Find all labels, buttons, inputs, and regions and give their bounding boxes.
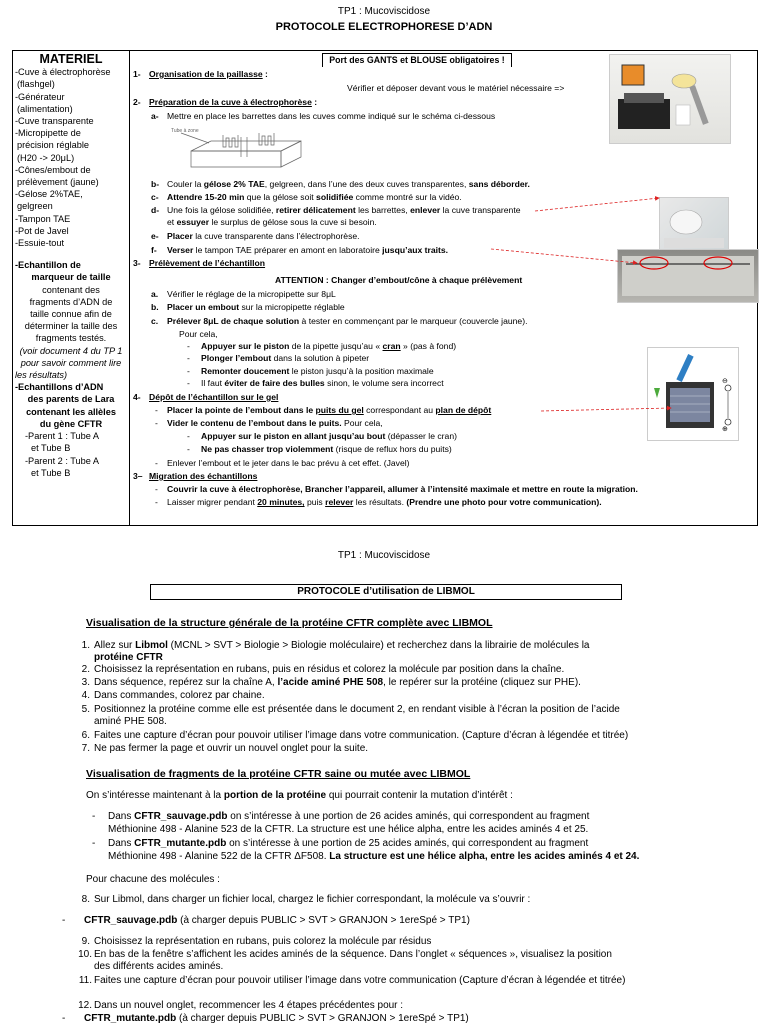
step-letter: c- [151,192,159,202]
dash: - [155,418,158,428]
section-title: Organisation de la paillasse [149,69,263,79]
list-number: 1. [81,640,90,651]
list-item: Choisissez la représentation en rubans, puis colorez la molécule par résidus [94,936,432,947]
materiel-item: -Micropipette de [15,128,81,139]
section-title: Préparation de la cuve à électrophorèse [149,97,312,107]
page2-course: TP1 : Mucoviscidose [337,550,431,561]
list-item: Dans un nouvel onglet, recommencer les 4 étapes précédentes pour : [94,1000,404,1011]
adn-line: contenant les allèles [26,406,116,417]
materiel-item: gelgreen [17,201,53,212]
materiel-item: précision réglable [17,140,90,151]
list-number: 5. [81,704,90,715]
echantillon-desc: contenant des [42,284,100,295]
list-item: Choisissez la représentation en rubans, puis en résidus et colorez la molécule par position dans la chaîne. [94,664,565,675]
section-heading: Visualisation de fragments de la protéine CFTR saine ou mutée avec LIBMOL [86,768,471,780]
step-letter: d- [151,205,160,215]
colon: : [311,97,318,107]
course-header: TP1 : Mucoviscidose [337,6,431,17]
dash: - [187,341,190,351]
annotation-arrows [131,51,757,527]
list-item: Sur Libmol, dans charger un fichier local, chargez le fichier correspondant, la molécule va s’ouvrir : [94,894,531,905]
column-divider [129,51,130,525]
sub-step: Appuyer sur le piston en allant jusqu’au bout (dépasser le cran) [201,431,457,441]
step-letter: c. [151,316,159,326]
step-text: Mettre en place les barrettes dans les cuves comme indiqué sur le schéma ci-dessous [167,111,496,121]
dash: - [155,497,158,507]
step-text: Placer un embout sur la micropipette réglable [167,302,345,312]
dash: - [92,811,96,822]
echantillon-block [13,259,129,479]
dash: - [155,484,158,494]
page2-title: PROTOCOLE d’utilisation de LIBMOL [150,584,622,600]
section-number: 4- [133,392,141,402]
step-text: Laisser migrer pendant 20 minutes, puis relever les résultats. (Prendre une photo pour votre communication). [167,497,602,507]
echantillon-line: -Echantillon de [15,260,81,271]
echantillon-desc: déterminer la taille des [24,321,118,332]
materiel-item: -Cuve transparente [15,116,94,127]
s1-text: Vérifier et déposer devant vous le matériel nécessaire => [347,83,565,93]
step-letter: a. [151,289,159,299]
fragment-desc: Dans CFTR_mutante.pdb on s’intéresse à une portion de 25 acides aminés, qui correspondent au fragment Méthionine 498 - Alanine 522 de la CFTR ΔF508. La structure est une hélice alpha, entre les acides aminés 4 et 24. [108,838,640,862]
dash: - [187,366,190,376]
sub-step: Appuyer sur le piston de la pipette jusqu’au « cran » (pas à fond) [201,341,457,351]
section-number: 3– [133,471,143,481]
echantillon-desc: taille connue afin de [30,309,112,320]
materiel-item: -Cônes/embout de [15,164,91,175]
materiel-item: (flashgel) [17,79,55,90]
list-item: Allez sur Libmol (MCNL > SVT > Biologie > Biologie moléculaire) et recherchez dans la librairie de molécules la protéine CFTR [94,640,590,664]
parent-line: et Tube B [31,467,71,478]
page-title: PROTOCOLE ELECTROPHORESE D’ADN [275,21,493,33]
warning-text: Port des GANTS et BLOUSE obligatoires ! [323,54,511,67]
protocol-column [131,51,757,525]
step-text: Couvrir la cuve à électrophorèse, Brancher l’appareil, allumer à l’intensité maximale et mettre en route la migration. [167,484,638,494]
dash: - [187,353,190,363]
plus-sign: ⊕ [722,426,728,433]
parent-line: -Parent 1 : Tube A [25,431,100,442]
list-number: 2. [81,664,90,675]
adn-line: du gène CFTR [39,418,103,429]
voir-doc: (voir document 4 du TP 1 [19,345,123,356]
section-number: 2- [133,97,141,107]
step-text: Enlever l’embout et le jeter dans le bac prévu à cet effet. (Javel) [167,458,410,468]
dash: - [92,838,96,849]
dash: - [62,1013,66,1024]
materiel-item: -Générateur [15,91,65,102]
step-text: Une fois la gélose solidifiée, retirer délicatement les barrettes, enlever la cuve transparente [167,205,521,215]
materiel-item: -Tampon TAE [15,213,71,224]
materiel-item: -Gélose 2%TAE, [15,189,83,200]
step-text: Placer la pointe de l’embout dans le puits du gel correspondant au plan de dépôt [167,405,492,415]
section-title: Prélèvement de l’échantillon [149,258,266,268]
list-number: 8. [81,894,90,905]
echantillon-desc: fragments testés. [35,333,107,344]
voir-doc: pour savoir comment lire [20,357,122,368]
section-number: 1- [133,69,141,79]
materiel-column [13,51,129,479]
pour-cela: Pour cela, [179,329,218,339]
list-item: Faites une capture d’écran pour pouvoir utiliser l’image dans votre communication (Capture d’écran à légendée et titrée) [94,975,626,986]
dash: - [187,444,190,454]
intro-text: On s’intéresse maintenant à la portion de la protéine qui pourrait contenir la mutation d’intérêt : [86,790,513,801]
list-item: Positionnez la protéine comme elle est présentée dans le document 2, en rendant visible à l’écran la position de l’acide aminé PHE 508. [94,704,620,728]
materiel-list [13,66,129,249]
file-item: CFTR_sauvage.pdb (à charger depuis PUBLIC > SVT > GRANJON > 1ereSpé > TP1) [84,915,470,926]
protocol-table [12,50,758,526]
list-item: Dans séquence, repérez sur la chaîne A, l’acide aminé PHE 508, le repérer sur la protéine (cliquez sur PHE). [94,677,581,688]
sub-step: Plonger l’embout dans la solution à pipeter [201,353,370,363]
file-item: CFTR_mutante.pdb (à charger depuis PUBLIC > SVT > GRANJON > 1ereSpé > TP1) [84,1013,469,1024]
dash: - [155,458,158,468]
parent-line: et Tube B [31,443,71,454]
colon: : [262,69,268,79]
adn-line: -Echantillons d’ADN [15,382,104,393]
parent-line: -Parent 2 : Tube A [25,455,100,466]
sub-step: Il faut éviter de faire des bulles sinon, le volume sera incorrect [201,378,444,388]
step-letter: b- [151,179,160,189]
section-heading: Visualisation de la structure générale de la protéine CFTR complète avec LIBMOL [86,617,493,629]
list-item: Dans commandes, colorez par chaine. [94,690,265,701]
schema-label: Tube à zone [171,128,199,134]
list-item: Faites une capture d’écran pour pouvoir utiliser l’image dans votre communication. (Capture d’écran à légendée et titrée) [94,730,629,741]
attention-text: ATTENTION : Changer d’embout/cône à chaque prélèvement [275,275,523,285]
list-number: 3. [81,677,90,688]
materiel-item: (alimentation) [17,103,73,114]
step-text: Vérifier le réglage de la micropipette sur 8μL [167,289,336,299]
echantillon-line: marqueur de taille [31,272,111,283]
materiel-item: -Cuve à électrophorèse [15,67,111,78]
materiel-item: prélèvement (jaune) [17,177,99,188]
dash: - [62,915,66,926]
section-title: Migration des échantillons [149,471,258,481]
sub-step: Remonter doucement le piston jusqu’à la position maximale [201,366,434,376]
materiel-item: (H20 -> 20μL) [17,152,75,163]
list-number: 6. [81,730,90,741]
step-text: Prélever 8μL de chaque solution à tester en commençant par le marqueur (couvercle jaune). [167,316,528,326]
list-number: 11. [78,975,92,986]
section-number: 3- [133,258,141,268]
dash: - [187,378,190,388]
pour-chacune: Pour chacune des molécules : [86,874,220,885]
list-number: 12. [78,1000,92,1011]
voir-doc: les résultats) [15,370,68,381]
step-text: Attendre 15-20 min que la gélose soit solidifiée comme montré sur la vidéo. [167,192,462,202]
step-letter: a- [151,111,159,121]
list-item: En bas de la fenêtre s’affichent les acides aminés de la séquence. Dans l’onglet « séquences », visualisez la position des différents acides aminés. [94,949,612,973]
step-letter: e- [151,231,159,241]
sub-step: Ne pas chasser trop violemment (risque de reflux hors du puits) [201,444,452,454]
step-letter: f- [151,245,157,255]
fragment-desc: Dans CFTR_sauvage.pdb on s’intéresse à une portion de 26 acides aminés, qui correspondent au fragment Méthionine 498 - Alanine 523 de la CFTR. La structure est une hélice alpha, entre les acides aminés 4 et 25. [108,811,590,835]
materiel-title: MATERIEL [39,52,103,66]
adn-line: des parents de Lara [27,394,115,405]
minus-sign: ⊖ [722,378,728,385]
list-number: 7. [81,743,90,754]
dash: - [187,431,190,441]
step-text: Verser le tampon TAE préparer en amont en laboratoire jusqu’aux traits. [167,245,449,255]
step-text: Placer la cuve transparente dans l’électrophorèse. [167,231,360,241]
list-number: 4. [81,690,90,701]
list-number: 10. [78,949,92,960]
step-letter: b. [151,302,159,312]
echantillon-desc: fragments d’ADN de [29,296,113,307]
list-number: 9. [81,936,90,947]
materiel-item: -Essuie-tout [15,238,65,249]
step-text: Couler la gélose 2% TAE, gelgreen, dans l’une des deux cuves transparentes, sans déborder. [167,179,530,189]
list-item: Ne pas fermer la page et ouvrir un nouvel onglet pour la suite. [94,743,369,754]
dash: - [155,405,158,415]
step-text: Vider le contenu de l’embout dans le puits. Pour cela, [167,418,383,428]
step-text: et essuyer le surplus de gélose sous la cuve si besoin. [167,217,377,227]
materiel-item: -Pot de Javel [15,225,69,236]
section-title: Dépôt de l’échantillon sur le gel [149,392,279,402]
